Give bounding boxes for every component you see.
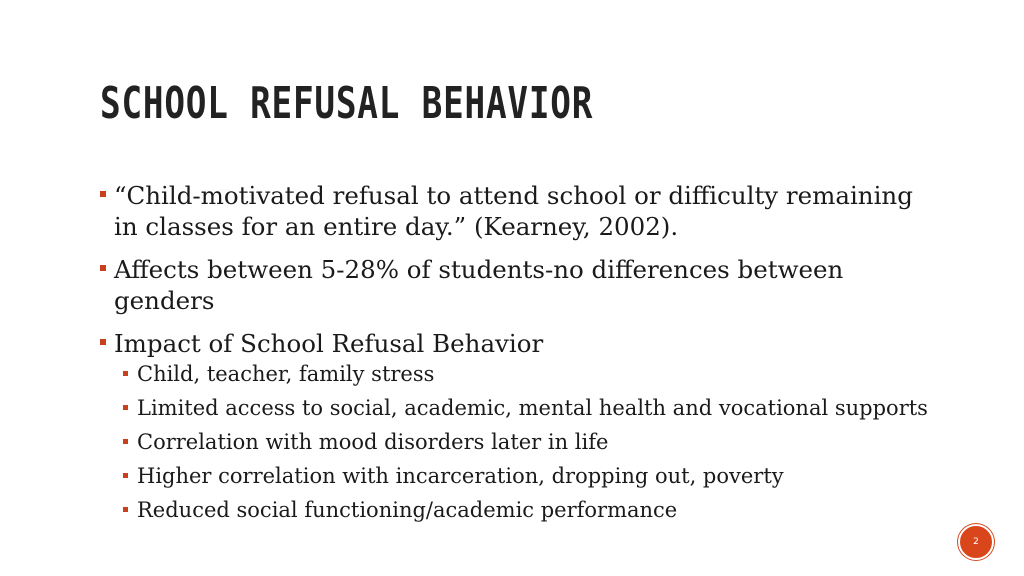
sub-bullet-item bbox=[100, 463, 940, 489]
sub-bullet-text: Higher correlation with incarceration, dropping out, poverty bbox=[137, 464, 784, 488]
square-bullet-icon bbox=[123, 439, 128, 444]
bullet-item bbox=[100, 180, 940, 242]
square-bullet-icon bbox=[123, 507, 128, 512]
bullet-item bbox=[100, 254, 940, 316]
sub-bullet-item bbox=[100, 429, 940, 455]
slide-content bbox=[100, 180, 940, 531]
slide-title: SCHOOL REFUSAL BEHAVIOR bbox=[100, 78, 594, 129]
bullet-item bbox=[100, 328, 940, 359]
square-bullet-icon bbox=[123, 405, 128, 410]
square-bullet-icon bbox=[100, 191, 106, 197]
sub-bullet-list bbox=[100, 361, 940, 523]
sub-bullet-text: Reduced social functioning/academic performance bbox=[137, 498, 678, 522]
bullet-text: “Child-motivated refusal to attend school or difficulty remaining in classes for an entire day.” (Kearney, 2002). bbox=[114, 181, 913, 241]
page-number-badge: 2 bbox=[958, 524, 994, 560]
sub-bullet-text: Child, teacher, family stress bbox=[137, 362, 435, 386]
bullet-text: Impact of School Refusal Behavior bbox=[114, 329, 544, 358]
sub-bullet-item bbox=[100, 497, 940, 523]
square-bullet-icon bbox=[100, 339, 106, 345]
square-bullet-icon bbox=[123, 473, 128, 478]
square-bullet-icon bbox=[123, 371, 128, 376]
sub-bullet-text: Limited access to social, academic, mental health and vocational supports bbox=[137, 396, 928, 420]
sub-bullet-text: Correlation with mood disorders later in life bbox=[137, 430, 609, 454]
sub-bullet-item bbox=[100, 395, 940, 421]
square-bullet-icon bbox=[100, 265, 106, 271]
sub-bullet-item bbox=[100, 361, 940, 387]
bullet-text: Affects between 5-28% of students-no differences between genders bbox=[114, 255, 844, 315]
